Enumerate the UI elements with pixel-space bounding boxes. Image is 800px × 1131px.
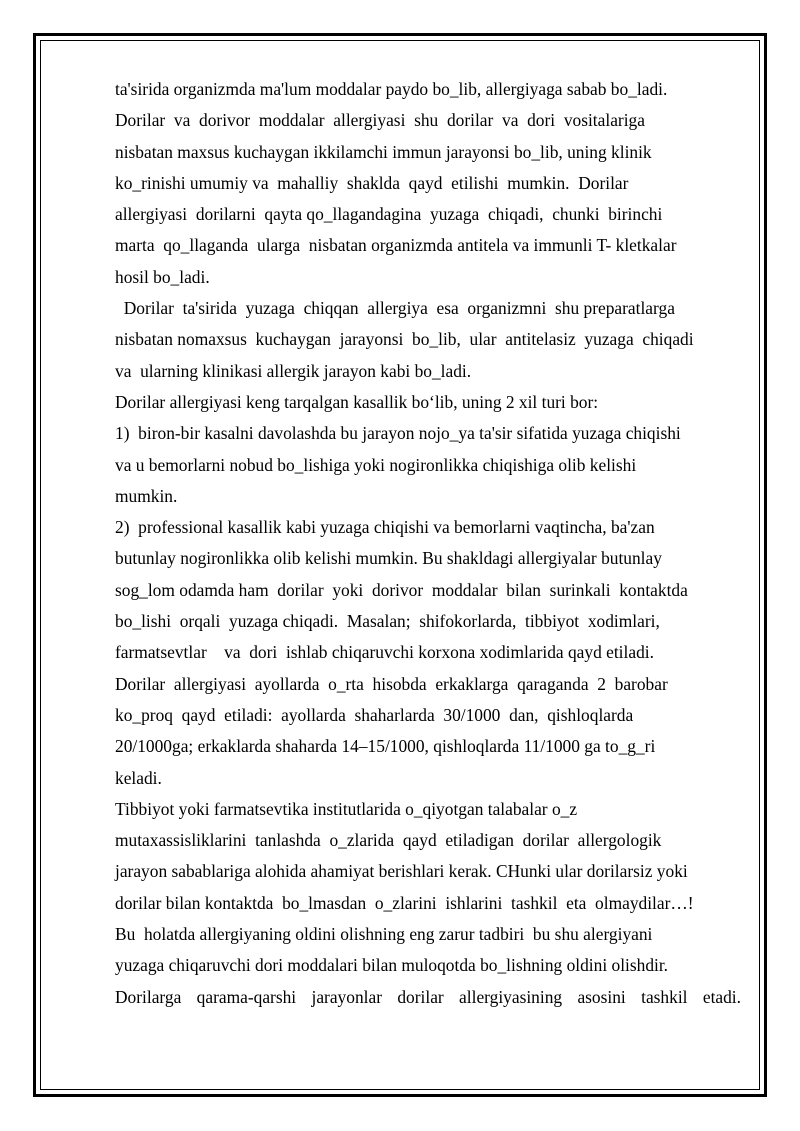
text-line: Dorilar allergiyasi keng tarqalgan kasallik bo‘lib, uning 2 xil turi bor: bbox=[115, 391, 599, 412]
text-line: 1) biron-bir kasalni davolashda bu jarayon nojo_ya ta'sir sifatida yuzaga chiqishi bbox=[115, 423, 681, 444]
text-line: farmatsevtlar va dori ishlab chiqaruvchi korxona xodimlarida qayd etiladi. bbox=[115, 642, 654, 663]
text-line: yuzaga chiqaruvchi dori moddalari bilan muloqotda bo_lishning oldini olishdir. bbox=[115, 955, 669, 976]
text-line: 20/1000ga; erkaklarda shaharda 14–15/1000, qishloqlarda 11/1000 ga to_g_ri bbox=[115, 736, 656, 757]
text-line: bo_lishi orqali yuzaga chiqadi. Masalan; shifokorlarda, tibbiyot xodimlari, bbox=[115, 611, 660, 632]
text-line: 2) professional kasallik kabi yuzaga chiqishi va bemorlarni vaqtincha, ba'zan bbox=[115, 517, 655, 538]
text-line: Dorilar allergiyasi ayollarda o_rta hisobda erkaklarga qaraganda 2 barobar bbox=[115, 673, 668, 694]
text-line: Dorilarga qarama-qarshi jarayonlar dorilar allergiyasining asosini tashkil etadi. bbox=[115, 986, 741, 1007]
text-line: sog_lom odamda ham dorilar yoki dorivor moddalar bilan surinkali kontaktda bbox=[115, 579, 688, 600]
text-line: nisbatan nomaxsus kuchaygan jarayonsi bo_lib, ular antitelasiz yuzaga chiqadi bbox=[115, 329, 694, 350]
text-line: va ularning klinikasi allergik jarayon kabi bo_ladi. bbox=[115, 360, 472, 381]
text-line: hosil bo_ladi. bbox=[115, 266, 210, 287]
text-line: ko_rinishi umumiy va mahalliy shaklda qayd etilishi mumkin. Dorilar bbox=[115, 172, 629, 193]
document-body bbox=[115, 74, 741, 1013]
text-line: ko_proq qayd etiladi: ayollarda shaharlarda 30/1000 dan, qishloqlarda bbox=[115, 704, 634, 725]
text-line: butunlay nogironlikka olib kelishi mumkin. Bu shakldagi allergiyalar butunlay bbox=[115, 548, 662, 569]
text-line: Dorilar va dorivor moddalar allergiyasi shu dorilar va dori vositalariga bbox=[115, 110, 645, 131]
text-line: marta qo_llaganda ularga nisbatan organizmda antitela va immunli T- kletkalar bbox=[115, 235, 677, 256]
text-line: va u bemorlarni nobud bo_lishiga yoki nogironlikka chiqishiga olib kelishi bbox=[115, 454, 637, 475]
text-line: Bu holatda allergiyaning oldini olishning eng zarur tadbiri bu shu alergiyani bbox=[115, 924, 653, 945]
text-line: jarayon sabablariga alohida ahamiyat berishlari kerak. CHunki ular dorilarsiz yoki bbox=[115, 861, 688, 882]
text-line: keladi. bbox=[115, 767, 162, 788]
text-line: Tibbiyot yoki farmatsevtika institutlarida o_qiyotgan talabalar o_z bbox=[115, 798, 578, 819]
text-line: allergiyasi dorilarni qayta qo_llagandagina yuzaga chiqadi, chunki birinchi bbox=[115, 204, 663, 225]
text-line: nisbatan maxsus kuchaygan ikkilamchi immun jarayonsi bo_lib, uning klinik bbox=[115, 141, 652, 162]
text-line: mumkin. bbox=[115, 485, 178, 506]
text-line: dorilar bilan kontaktda bo_lmasdan o_zlarini ishlarini tashkil eta olmaydilar…! bbox=[115, 892, 694, 913]
text-line: Dorilar ta'sirida yuzaga chiqqan allergiya esa organizmni shu preparatlarga bbox=[115, 298, 675, 319]
text-line: mutaxassisliklarini tanlashda o_zlarida qayd etiladigan dorilar allergologik bbox=[115, 830, 662, 851]
text-line: ta'sirida organizmda ma'lum moddalar paydo bo_lib, allergiyaga sabab bo_ladi. bbox=[115, 79, 668, 99]
